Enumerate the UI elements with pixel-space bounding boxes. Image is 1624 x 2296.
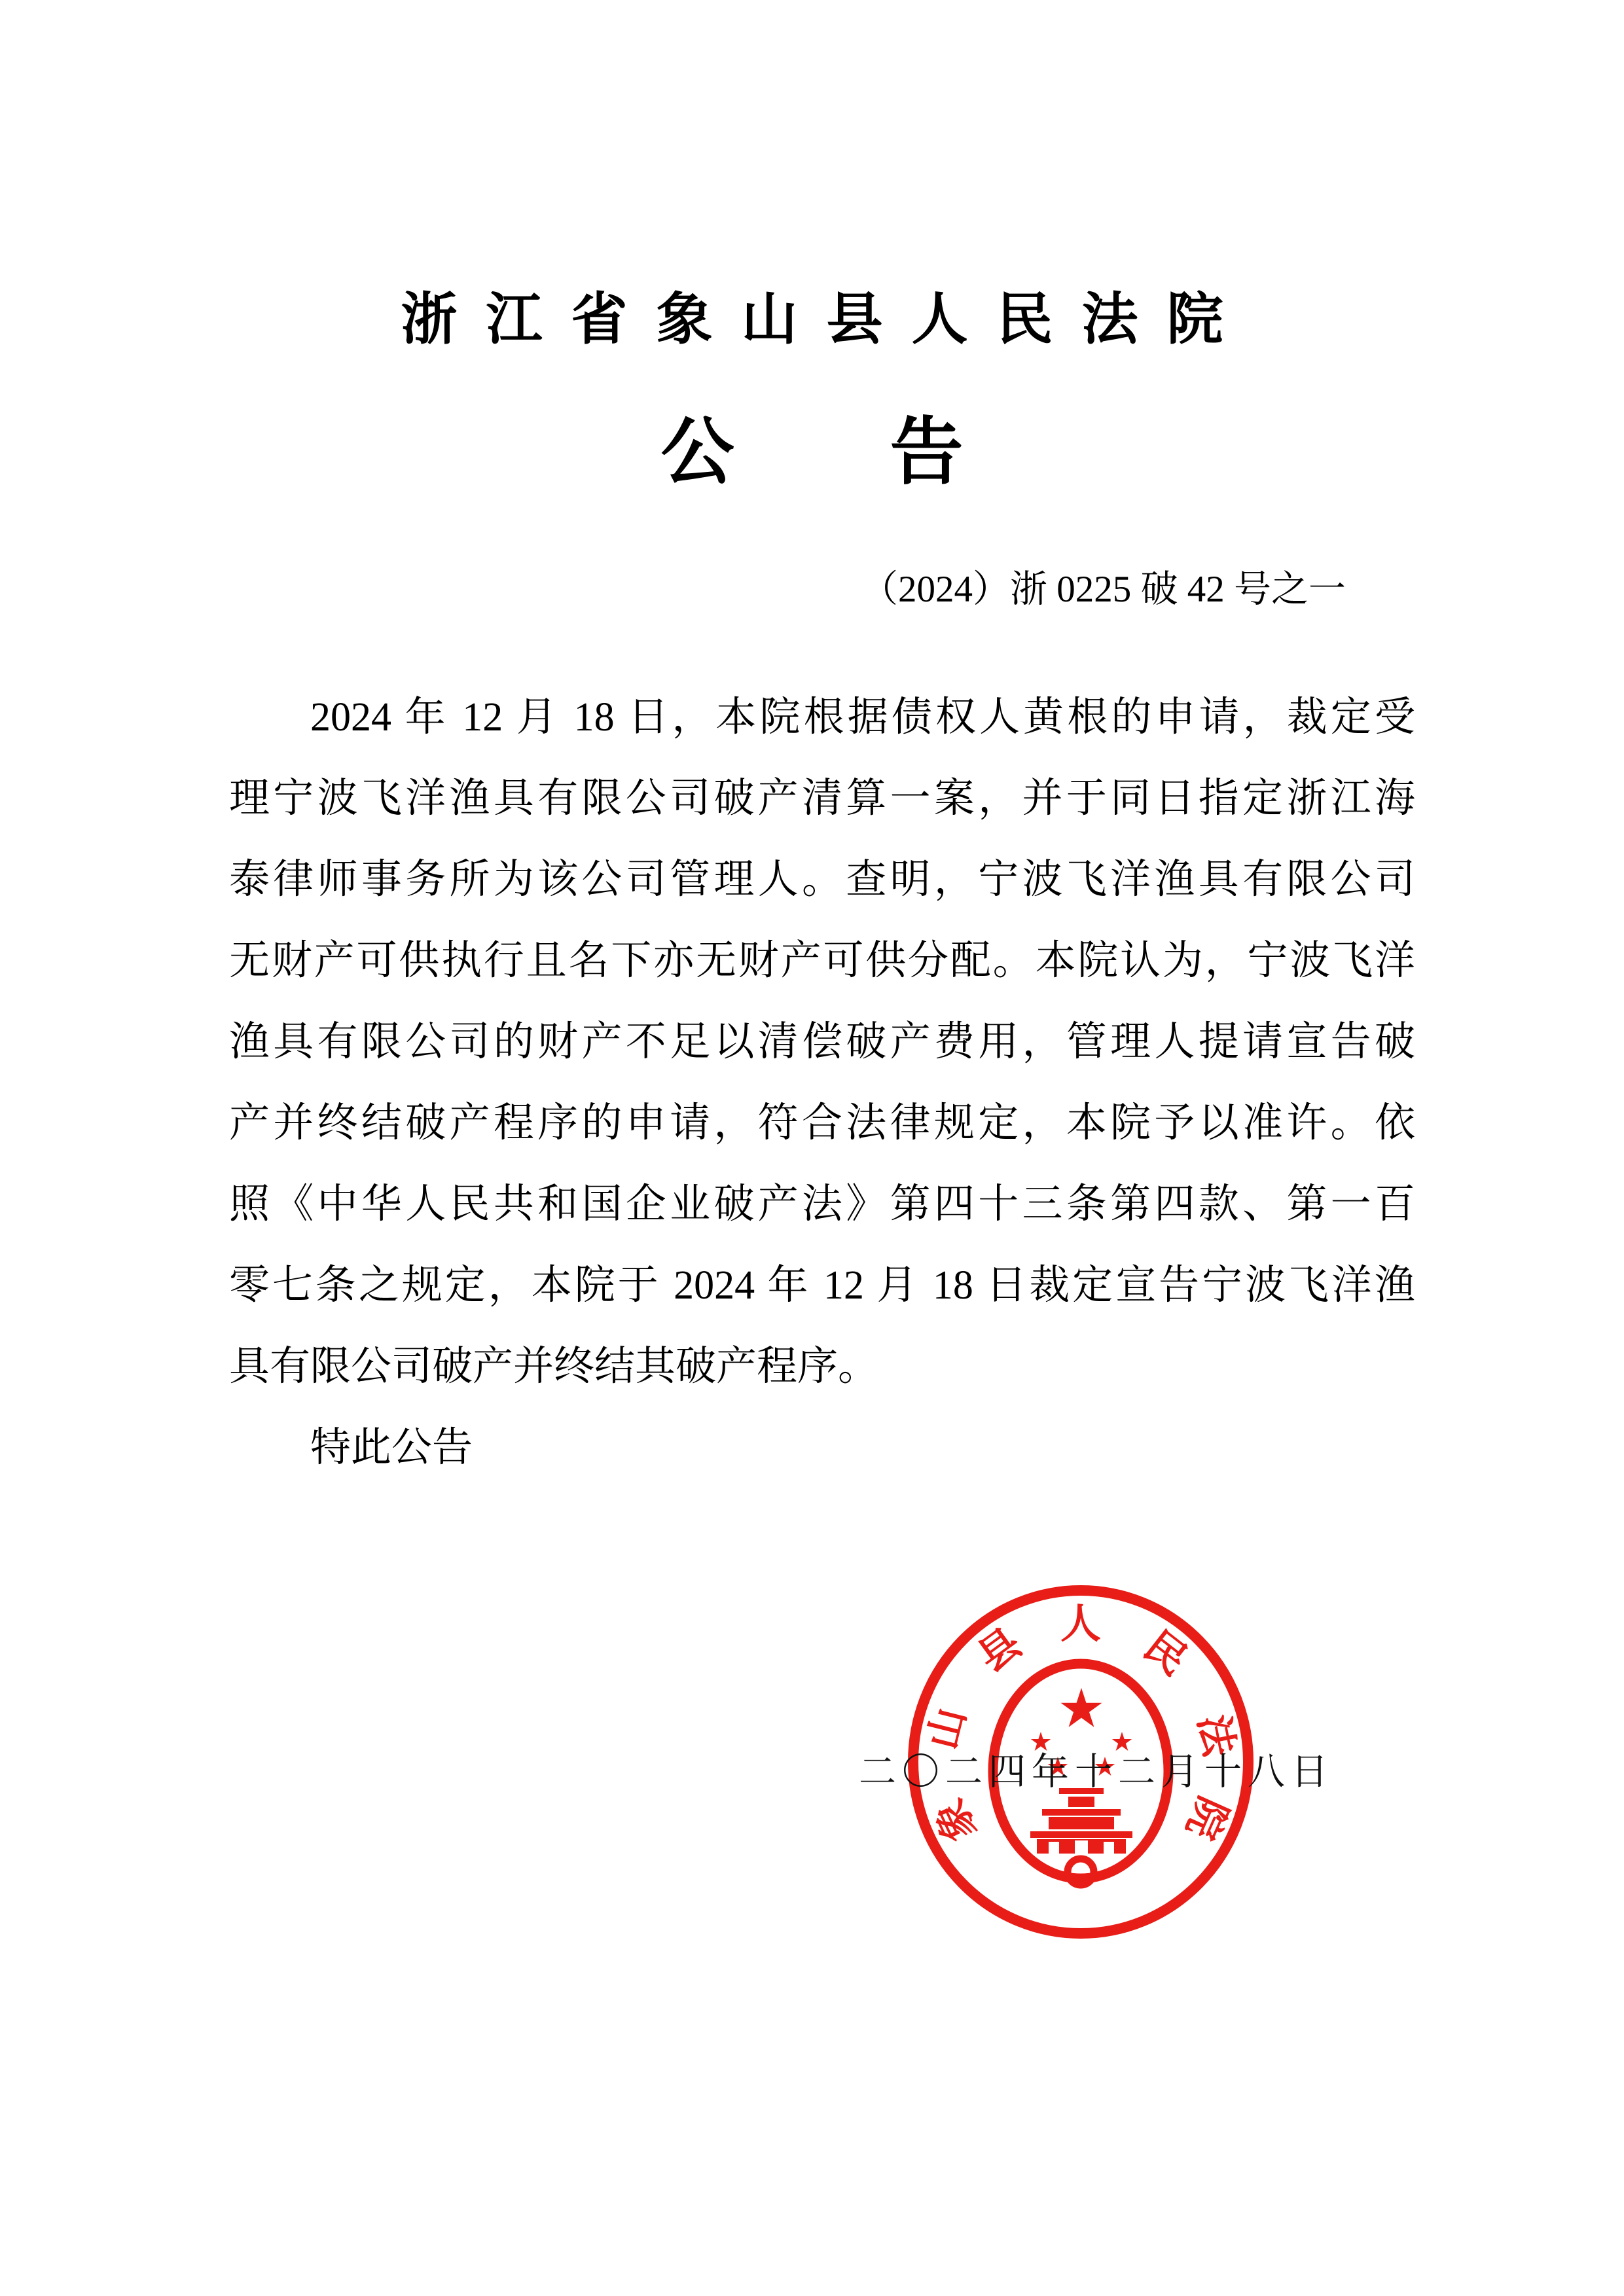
body-line: 零七条之规定，本院于 2024 年 12 月 18 日裁定宣告宁波飞洋渔 bbox=[229, 1263, 1415, 1308]
closing-phrase: 特此公告 bbox=[310, 1426, 473, 1470]
body-line: 照《中华人民共和国企业破产法》第四十三条第四款、第一百 bbox=[229, 1182, 1415, 1227]
issue-date: 二〇二四年十二月十八日 bbox=[859, 1751, 1334, 1793]
case-number: （2024）浙 0225 破 42 号之一 bbox=[861, 569, 1346, 610]
seal-ring-char: 院 bbox=[1178, 1790, 1235, 1846]
body-line: 泰律师事务所为该公司管理人。查明，宁波飞洋渔具有限公司 bbox=[229, 857, 1415, 902]
announcement-body bbox=[229, 677, 1415, 1407]
body-line: 渔具有限公司的财产不足以清偿破产费用，管理人提请宣告破 bbox=[229, 1020, 1415, 1064]
body-line: 产并终结破产程序的申请，符合法律规定，本院予以准许。依 bbox=[229, 1101, 1415, 1145]
seal-ring-char: 法 bbox=[1189, 1711, 1242, 1760]
body-line: 具有限公司破产并终结其破产程序。 bbox=[229, 1344, 879, 1389]
seal-ring-char: 县 bbox=[970, 1621, 1030, 1681]
seal-ring-char: 民 bbox=[1135, 1623, 1195, 1684]
body-line: 2024 年 12 月 18 日，本院根据债权人黄根的申请，裁定受 bbox=[310, 695, 1415, 740]
announcement-title bbox=[0, 410, 1624, 496]
announcement-title-char: 告 bbox=[890, 412, 964, 493]
seal-ring-char: 山 bbox=[920, 1703, 974, 1754]
body-line: 无财产可供执行且名下亦无财产可供分配。本院认为，宁波飞洋 bbox=[229, 939, 1415, 983]
seal-ring-char: 象 bbox=[927, 1792, 985, 1848]
court-name-heading: 浙江省象山县人民法院 bbox=[401, 288, 1252, 351]
body-line: 理宁波飞洋渔具有限公司破产清算一案，并于同日指定浙江海 bbox=[229, 776, 1415, 821]
seal-ring-char: 人 bbox=[1060, 1602, 1102, 1647]
announcement-title-char: 公 bbox=[660, 412, 734, 493]
